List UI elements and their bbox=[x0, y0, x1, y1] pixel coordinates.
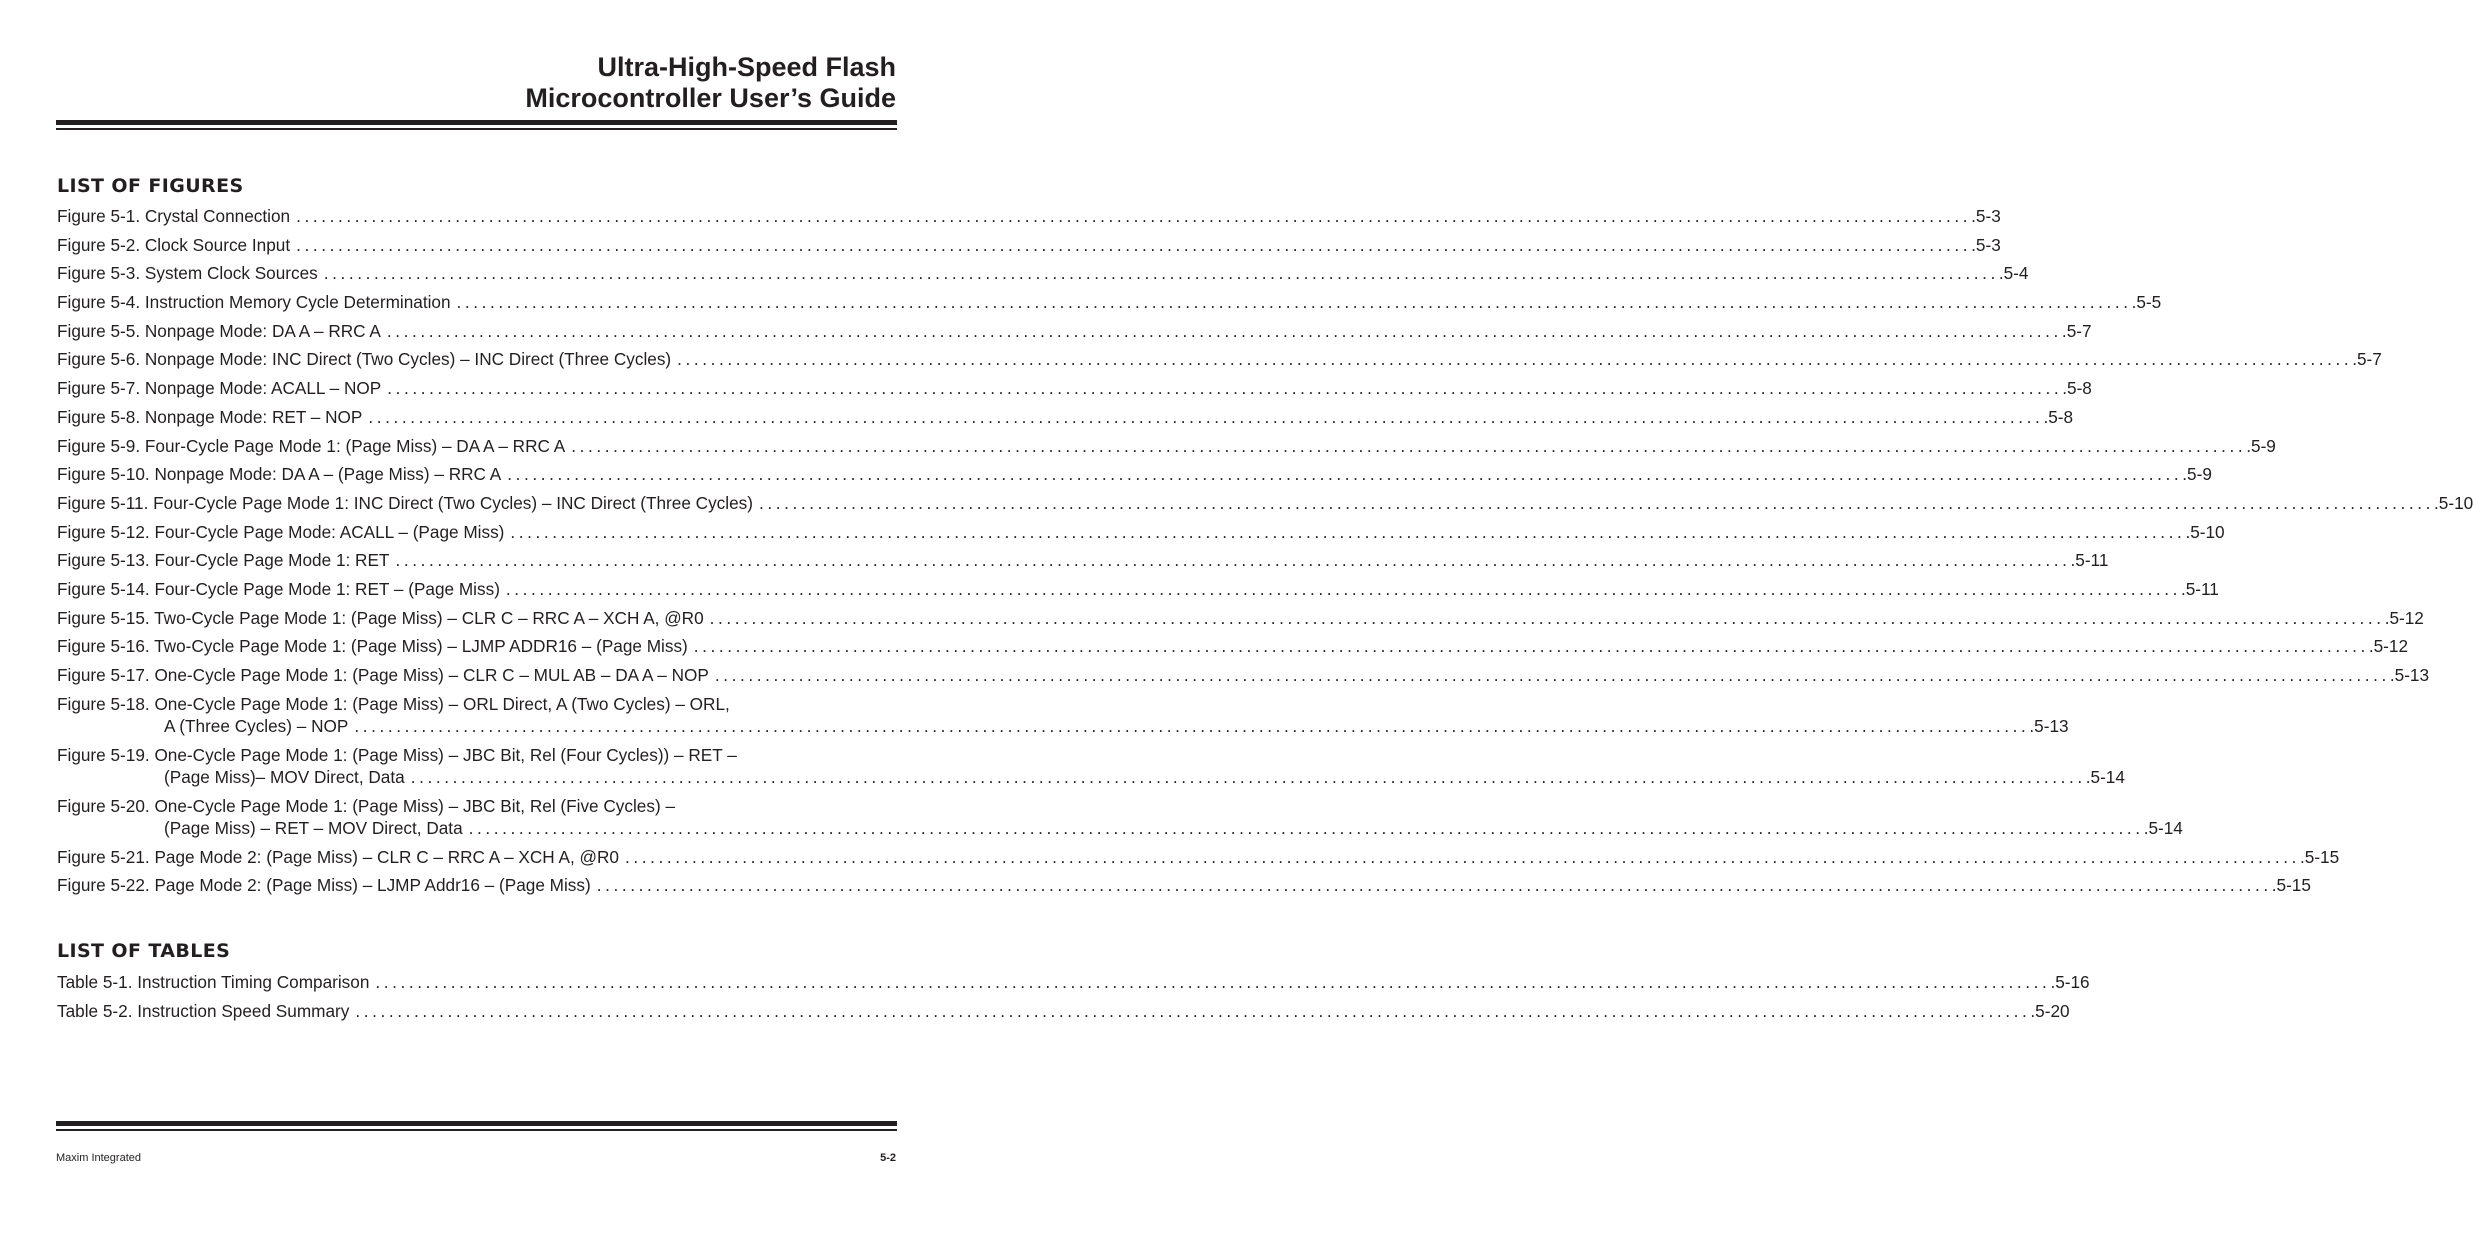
toc-page-number: .5-10 bbox=[2185, 521, 2225, 542]
header-rule-thin bbox=[56, 128, 897, 130]
toc-entry[interactable] bbox=[57, 406, 2074, 428]
toc-dot-leader: ........................................................................................................................................................................................................ bbox=[677, 349, 2353, 370]
toc-entry-title: Table 5-2. Instruction Speed Summary bbox=[57, 1000, 350, 1021]
toc-page-number: .5-3 bbox=[1971, 206, 2001, 226]
toc-page-number: .5-9 bbox=[2182, 464, 2212, 485]
toc-entry-title-continued: (Page Miss) – RET – MOV Direct, Data bbox=[164, 817, 463, 838]
toc-page-number: .5-16 bbox=[2050, 972, 2090, 992]
toc-entry[interactable] bbox=[57, 377, 2092, 399]
toc-entry-title: Figure 5-2. Clock Source Input bbox=[57, 234, 291, 255]
toc-entry-title: Figure 5-22. Page Mode 2: (Page Miss) – LJMP Addr16 – (Page Miss) bbox=[57, 875, 591, 896]
toc-entry[interactable] bbox=[57, 348, 2382, 370]
toc-dot-leader: ........................................................................................................................................................................................................ bbox=[354, 715, 2030, 736]
toc-page-number: .5-11 bbox=[2070, 550, 2109, 571]
footer-rule-thin bbox=[56, 1129, 897, 1131]
toc-dot-leader: ........................................................................................................................................................................................................ bbox=[410, 766, 2086, 787]
toc-dot-leader: ........................................................................................................................................................................................................ bbox=[758, 492, 2435, 513]
toc-entry-title: Figure 5-20. One-Cycle Page Mode 1: (Page Miss) – JBC Bit, Rel (Five Cycles) – bbox=[57, 795, 676, 816]
toc-entry[interactable] bbox=[57, 291, 2162, 313]
toc-page-number: .5-11 bbox=[2180, 578, 2219, 599]
toc-page-number: .5-12 bbox=[2368, 636, 2409, 657]
toc-entry-title: Figure 5-15. Two-Cycle Page Mode 1: (Page Miss) – CLR C – RRC A – XCH A, @R0 bbox=[57, 607, 704, 628]
toc-dot-leader: ........................................................................................................................................................................................................ bbox=[296, 206, 1972, 226]
toc-entry-title-continued: (Page Miss)– MOV Direct, Data bbox=[164, 766, 405, 787]
toc-dot-leader: ........................................................................................................................................................................................................ bbox=[468, 817, 2144, 838]
toc-entry[interactable] bbox=[57, 635, 2409, 657]
toc-entry-title: Figure 5-6. Nonpage Mode: INC Direct (Two Cycles) – INC Direct (Three Cycles) bbox=[57, 349, 672, 370]
toc-dot-leader: ........................................................................................................................................................................................................ bbox=[596, 875, 2272, 896]
toc-entry-title: Figure 5-4. Instruction Memory Cycle Determination bbox=[57, 292, 451, 313]
toc-dot-leader: ........................................................................................................................................................................................................ bbox=[709, 607, 2385, 628]
toc-page-number: .5-13 bbox=[2029, 715, 2069, 736]
toc-entry[interactable] bbox=[57, 262, 2029, 284]
toc-page-number: .5-7 bbox=[2352, 349, 2382, 370]
toc-dot-leader: ........................................................................................................................................................................................................ bbox=[323, 263, 1999, 284]
toc-entry-title: Figure 5-8. Nonpage Mode: RET – NOP bbox=[57, 406, 363, 427]
toc-page-number: .5-7 bbox=[2061, 320, 2092, 341]
toc-page-number: .5-4 bbox=[1998, 263, 2029, 284]
toc-page-number: .5-15 bbox=[2271, 875, 2311, 896]
toc-entry-title: Figure 5-7. Nonpage Mode: ACALL – NOP bbox=[57, 378, 382, 399]
footer-rule-thick bbox=[56, 1121, 897, 1126]
toc-entry-title: Figure 5-1. Crystal Connection bbox=[57, 206, 291, 226]
toc-entry[interactable] bbox=[57, 463, 2212, 485]
toc-dot-leader: ........................................................................................................................................................................................................ bbox=[296, 234, 1972, 255]
toc-entry[interactable] bbox=[57, 320, 2092, 342]
tables-heading: LIST OF TABLES bbox=[57, 940, 231, 962]
toc-dot-leader: ........................................................................................................................................................................................................ bbox=[624, 846, 2300, 867]
toc-page-number: .5-20 bbox=[2030, 1000, 2070, 1021]
figures-heading: LIST OF FIGURES bbox=[57, 175, 244, 197]
toc-entry-title: Figure 5-17. One-Cycle Page Mode 1: (Page Miss) – CLR C – MUL AB – DA A – NOP bbox=[57, 665, 709, 685]
toc-page-number: .5-8 bbox=[2062, 378, 2092, 399]
toc-entry-title: Figure 5-5. Nonpage Mode: DA A – RRC A bbox=[57, 320, 381, 341]
toc-dot-leader: ........................................................................................................................................................................................................ bbox=[375, 972, 2051, 992]
toc-entry[interactable] bbox=[57, 693, 2069, 737]
tables-list bbox=[57, 971, 2090, 1028]
document-title-line1: Ultra-High-Speed Flash bbox=[597, 52, 896, 82]
toc-dot-leader: ........................................................................................................................................................................................................ bbox=[386, 320, 2062, 341]
toc-dot-leader: ........................................................................................................................................................................................................ bbox=[714, 665, 2390, 685]
toc-page-number: .5-15 bbox=[2300, 846, 2340, 867]
toc-page-number: .5-10 bbox=[2434, 492, 2473, 513]
figures-list bbox=[57, 205, 2473, 903]
toc-dot-leader: ........................................................................................................................................................................................................ bbox=[693, 636, 2369, 657]
toc-entry[interactable] bbox=[57, 435, 2276, 457]
toc-entry-title: Figure 5-12. Four-Cycle Page Mode: ACALL – (Page Miss) bbox=[57, 521, 505, 542]
toc-entry[interactable] bbox=[57, 578, 2219, 600]
toc-entry-title: Figure 5-13. Four-Cycle Page Mode 1: RET bbox=[57, 550, 390, 571]
toc-dot-leader: ........................................................................................................................................................................................................ bbox=[355, 1000, 2031, 1021]
toc-dot-leader: ........................................................................................................................................................................................................ bbox=[571, 435, 2247, 456]
toc-entry-title: Figure 5-11. Four-Cycle Page Mode 1: INC Direct (Two Cycles) – INC Direct (Three Cycles) bbox=[57, 492, 753, 513]
toc-dot-leader: ........................................................................................................................................................................................................ bbox=[456, 292, 2132, 313]
footer-company: Maxim Integrated bbox=[56, 1152, 141, 1164]
toc-entry[interactable] bbox=[57, 971, 2090, 993]
toc-page-number: .5-12 bbox=[2384, 607, 2424, 628]
toc-dot-leader: ........................................................................................................................................................................................................ bbox=[510, 521, 2186, 542]
toc-entry[interactable] bbox=[57, 205, 2001, 227]
document-title bbox=[525, 52, 896, 114]
toc-entry[interactable] bbox=[57, 492, 2473, 514]
toc-entry-title: Figure 5-14. Four-Cycle Page Mode 1: RET – (Page Miss) bbox=[57, 578, 500, 599]
toc-entry[interactable] bbox=[57, 744, 2125, 788]
toc-entry-title-continued: A (Three Cycles) – NOP bbox=[164, 715, 349, 736]
toc-entry-title: Figure 5-9. Four-Cycle Page Mode 1: (Page Miss) – DA A – RRC A bbox=[57, 435, 566, 456]
toc-entry-title: Table 5-1. Instruction Timing Comparison bbox=[57, 972, 370, 992]
toc-dot-leader: ........................................................................................................................................................................................................ bbox=[507, 464, 2183, 485]
toc-entry[interactable] bbox=[57, 664, 2430, 686]
toc-entry[interactable] bbox=[57, 521, 2225, 543]
toc-page-number: .5-14 bbox=[2085, 766, 2125, 787]
toc-entry-title: Figure 5-16. Two-Cycle Page Mode 1: (Page Miss) – LJMP ADDR16 – (Page Miss) bbox=[57, 636, 688, 657]
toc-entry-title: Figure 5-18. One-Cycle Page Mode 1: (Page Miss) – ORL Direct, A (Two Cycles) – ORL, bbox=[57, 693, 730, 714]
toc-dot-leader: ........................................................................................................................................................................................................ bbox=[368, 406, 2044, 427]
toc-entry-title: Figure 5-19. One-Cycle Page Mode 1: (Page Miss) – JBC Bit, Rel (Four Cycles)) – RET – bbox=[57, 744, 737, 765]
toc-entry[interactable] bbox=[57, 549, 2109, 571]
toc-entry-title: Figure 5-10. Nonpage Mode: DA A – (Page Miss) – RRC A bbox=[57, 464, 502, 485]
toc-entry[interactable] bbox=[57, 234, 2001, 256]
footer-page-number: 5-2 bbox=[880, 1152, 896, 1164]
toc-page-number: .5-9 bbox=[2246, 435, 2276, 456]
toc-page-number: .5-3 bbox=[1971, 234, 2001, 255]
toc-entry[interactable] bbox=[57, 846, 2340, 868]
toc-page-number: .5-8 bbox=[2043, 406, 2074, 427]
toc-entry-title: Figure 5-3. System Clock Sources bbox=[57, 263, 318, 284]
toc-entry[interactable] bbox=[57, 795, 2183, 839]
toc-entry[interactable] bbox=[57, 874, 2311, 896]
toc-dot-leader: ........................................................................................................................................................................................................ bbox=[395, 550, 2071, 571]
toc-dot-leader: ........................................................................................................................................................................................................ bbox=[387, 378, 2063, 399]
toc-dot-leader: ........................................................................................................................................................................................................ bbox=[505, 578, 2181, 599]
toc-entry[interactable] bbox=[57, 607, 2424, 629]
header-rule-thick bbox=[56, 120, 897, 125]
toc-page-number: .5-13 bbox=[2389, 665, 2430, 685]
document-title-line2: Microcontroller User’s Guide bbox=[525, 83, 896, 113]
toc-page-number: .5-5 bbox=[2131, 292, 2162, 313]
toc-entry-title: Figure 5-21. Page Mode 2: (Page Miss) – CLR C – RRC A – XCH A, @R0 bbox=[57, 846, 619, 867]
toc-entry[interactable] bbox=[57, 1000, 2070, 1022]
toc-page-number: .5-14 bbox=[2143, 817, 2183, 838]
